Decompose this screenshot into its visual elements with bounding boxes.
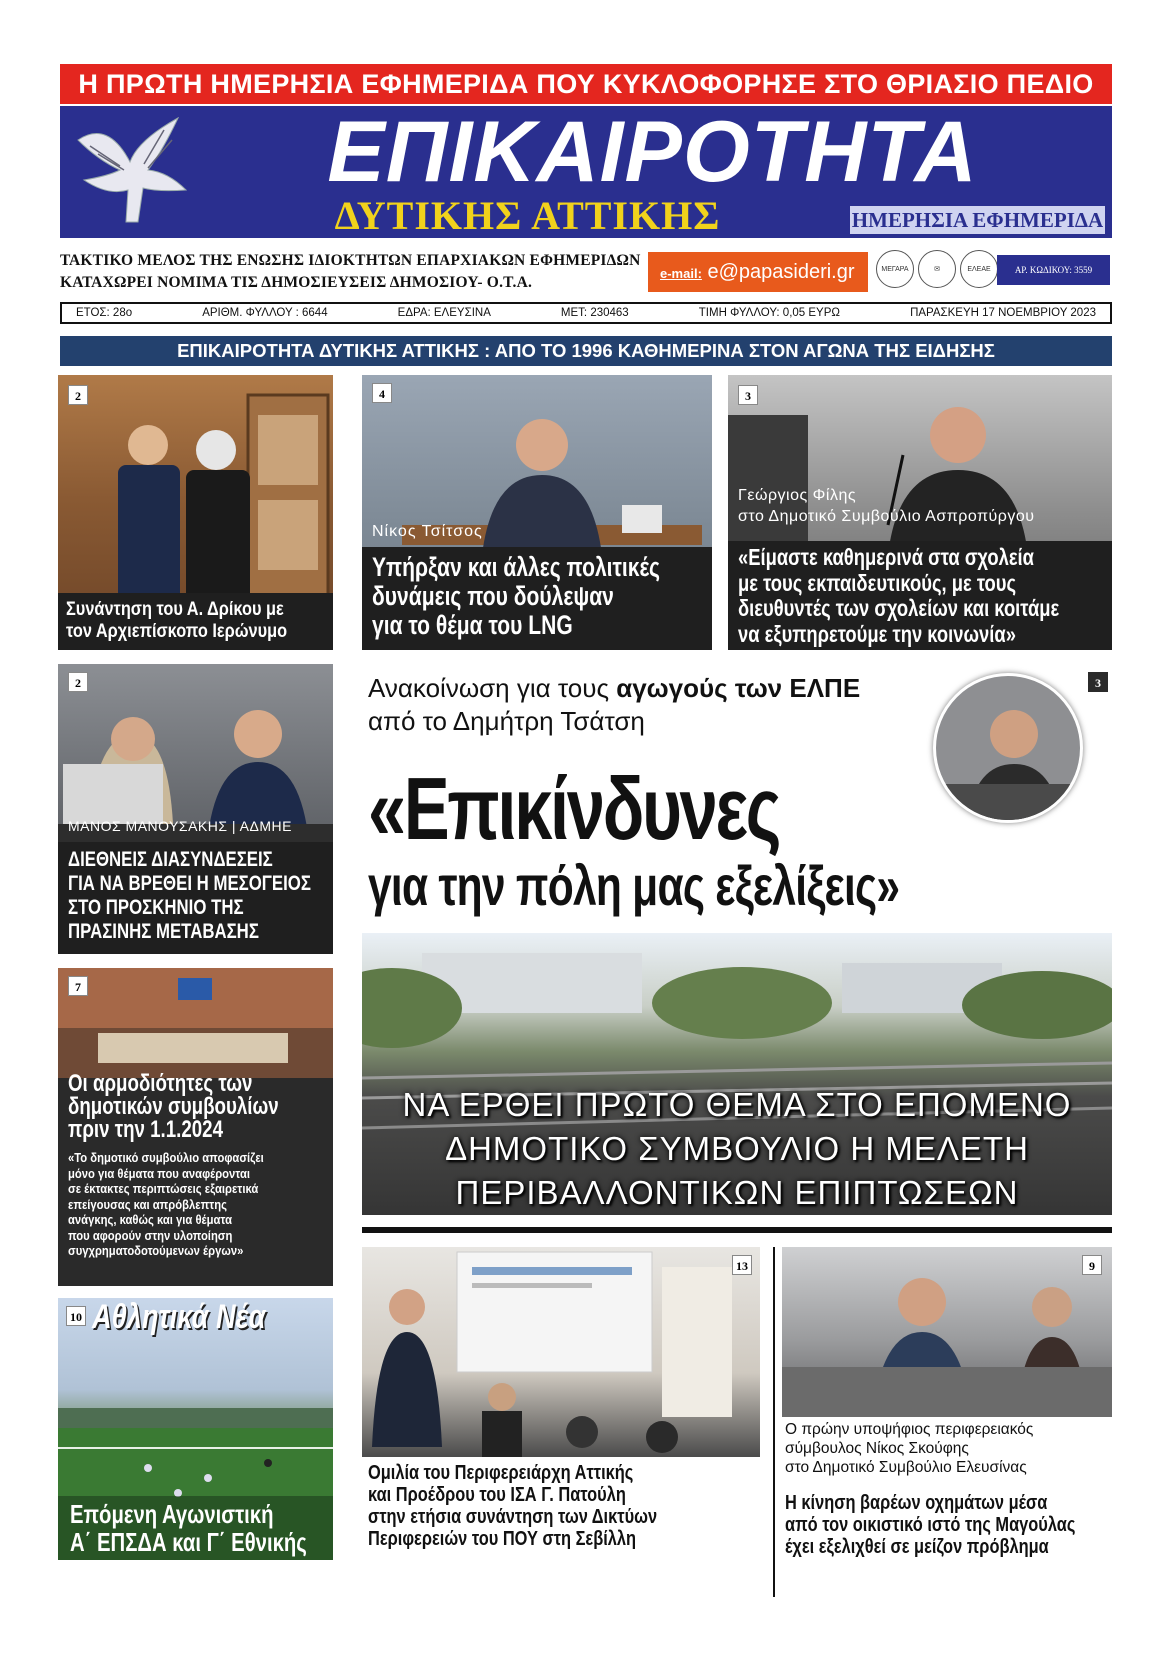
eagle-logo-icon [68,110,198,234]
membership-line: ΤΑΚΤΙΚΟ ΜΕΛΟΣ ΤΗΣ ΕΝΩΣΗΣ ΙΔΙΟΚΤΗΤΩΝ ΕΠΑΡΧΙΑΚΩΝ ΕΦΗΜΕΡΙΔΩΝ [60,252,641,269]
story-skoufis[interactable] [782,1247,1112,1417]
email-link[interactable]: e@papasideri.gr [707,261,855,283]
page-badge: 2 [68,385,88,405]
main-photo-overlay [362,1083,1112,1215]
story-caption [58,593,333,650]
caption-line: δημοτικών συμβουλίων [68,1093,279,1120]
quote-line: επείγουσας και απρόβλεπτης [68,1197,227,1212]
email-label: e-mail: [660,266,702,281]
photo-tsatsis [936,676,1083,823]
megara-stamp-icon: ΜΕΓΑΡΑ [876,250,914,288]
kicker-line: από το Δημήτρη Τσάτση [368,706,645,736]
story-drikos[interactable] [58,375,333,650]
story-sports[interactable] [58,1298,333,1560]
caption-line: ΠΡΑΣΙΝΗΣ ΜΕΤΑΒΑΣΗΣ [68,920,259,943]
overlay-line: ΠΕΡΙΒΑΛΛΟΝΤΙΚΩΝ ΕΠΙΠΤΩΣΕΩΝ [455,1174,1019,1211]
photo-skoufis [782,1247,1112,1417]
caption-line: πριν την 1.1.2024 [68,1116,224,1143]
met-code: ΜΕΤ: 230463 [560,307,629,319]
page-badge: 4 [372,383,392,403]
registration-line: ΚΑΤΑΧΩΡΕΙ ΝΟΜΙΜΑ ΤΙΣ ΔΗΜΟΣΙΕΥΣΕΙΣ ΔΗΜΟΣΙΟΥ- Ο.Τ.Α. [60,274,533,291]
caption-line: Επόμενη Αγωνιστική [70,1499,274,1529]
overlay-line: ΔΗΜΟΤΙΚΟ ΣΥΜΒΟΥΛΙΟ Η ΜΕΛΕΤΗ [445,1130,1029,1167]
caption-line: Περιφερειών του ΠΟΥ στη Σεβίλλη [368,1528,637,1550]
photo-patoulis-speech [362,1247,760,1457]
subtitle-line: στο Δημοτικό Συμβούλιο Ελευσίνας [785,1459,1027,1476]
membership-info [60,250,660,294]
masthead-brand [60,106,1112,238]
caption-line: διευθυντές των σχολείων και κοιτάμε [738,595,1060,621]
caption-line: να εξυπηρετούμε την κοινωνία» [738,620,1016,647]
subtitle-line: Ο πρώην υποψήφιος περιφερειακός [785,1421,1034,1438]
main-headline-line1: «Επικίνδυνες [368,759,780,858]
caption-line: έχει εξελιχθεί σε μείζον πρόβλημα [785,1536,1049,1558]
quote-line: «Το δημοτικό συμβούλιο αποφασίζει [68,1151,264,1165]
main-kicker [368,672,928,738]
membership-stamps [876,250,1000,290]
kicker-emphasis: αγωγούς των ΕΛΠΕ [616,673,861,703]
overlay-line: ΝΑ ΕΡΘΕΙ ΠΡΩΤΟ ΘΕΜΑ ΣΤΟ ΕΠΟΜΕΝΟ [402,1086,1072,1123]
story-caption [58,1496,333,1560]
story-councils[interactable] [58,968,333,1286]
page-badge: 7 [68,976,88,996]
slogan-banner: ΕΠΙΚΑΙΡΟΤΗΤΑ ΔΥΤΙΚΗΣ ΑΤΤΙΚΗΣ : ΑΠΟ ΤΟ 1996 ΚΑΘΗΜΕΡΙΝΑ ΣΤΟΝ ΑΓΩΝΑ ΤΗΣ ΕΙΔΗΣΗΣ [60,336,1112,366]
story-skoufis-subtitle [785,1420,1115,1477]
quote-line: σε έκτακτες περιπτώσεις εξαιρετικά [68,1182,259,1196]
photo-name: Νίκος Τσίτσος [372,523,483,540]
caption-line: ΔΙΕΘΝΕΙΣ ΔΙΑΣΥΝΔΕΣΕΙΣ [68,848,273,871]
newspaper-subtitle: ΔΥΤΙΚΗΣ ΑΤΤΙΚΗΣ [334,193,721,238]
registry-code: ΑΡ. ΚΩΔΙΚΟΥ: 3559 [997,255,1110,285]
photo-subname: στο Δημοτικό Συμβούλιο Ασπροπύργου [738,508,1035,525]
eleae-stamp-icon: ΕΛΕΑΕ [960,250,998,288]
story-patoulis-caption [368,1462,788,1550]
seat: ΕΔΡΑ: ΕΛΕΥΣΙΝΑ [397,307,491,319]
subtitle-line: σύμβουλος Νίκος Σκούφης [785,1440,969,1457]
photo-name: Γεώργιος Φίλης [738,487,857,504]
caption-line: Υπήρξαν και άλλες πολιτικές [372,552,660,582]
quote-line: συγχρηματοδοτούμενων έργων» [68,1244,244,1258]
page-badge: 2 [68,672,88,692]
caption-line: με τους εκπαιδευτικούς, με τους [738,569,1017,596]
story-caption [728,541,1112,650]
post-stamp-icon: ✉ [918,250,956,288]
email-box[interactable] [648,252,868,292]
story-caption [362,547,712,650]
story-skoufis-caption [785,1492,1145,1558]
issue-number: ΑΡΙΘΜ. ΦΥΛΛΟΥ : 6644 [202,307,328,319]
caption-line: από τον οικιστικό ιστό της Μαγούλας [785,1514,1076,1536]
page-badge: 3 [738,385,758,405]
caption-line: ΣΤΟ ΠΡΟΣΚΗΝΙΟ ΤΗΣ [68,896,244,919]
quote-line: μόνο για θέματα που αναφέρονται [68,1166,251,1181]
story-caption [58,1068,333,1286]
issue-meta-bar [60,302,1112,324]
page-badge: 13 [732,1255,752,1275]
main-portrait[interactable] [933,673,1083,823]
caption-line: τον Αρχιεπίσκοπο Ιερώνυμο [66,621,288,642]
caption-line: ΓΙΑ ΝΑ ΒΡΕΘΕΙ Η ΜΕΣΟΓΕΙΟΣ [68,872,311,895]
quote-line: ανάγκης, καθώς και για θέματα [68,1213,233,1227]
story-interconnections[interactable] [58,664,333,954]
sports-section-title: Αθλητικά Νέα [92,1298,266,1336]
caption-line: «Είμαστε καθημερινά στα σχολεία [738,544,1034,570]
main-photo[interactable] [362,933,1112,1215]
story-tsitsos[interactable] [362,375,712,650]
newspaper-title: ΕΠΙΚΑΙΡΟΤΗΤΑ [327,106,978,200]
photo-credit: ΜΑΝΟΣ ΜΑΝΟΥΣΑΚΗΣ | ΑΔΜΗΕ [68,818,292,834]
page-badge: 10 [66,1306,86,1326]
daily-label: ΗΜΕΡΗΣΙΑ ΕΦΗΜΕΡΙΔΑ [851,208,1104,232]
caption-line: Η κίνηση βαρέων οχημάτων μέσα [785,1492,1048,1514]
caption-line: και Προέδρου του ΙΣΑ Γ. Πατούλη [368,1484,626,1506]
caption-line: στην ετήσια συνάντηση των Δικτύων [368,1506,658,1528]
story-caption [58,842,333,954]
caption-line: Οι αρμοδιότητες των [68,1070,253,1097]
kicker-part: Ανακοίνωση για τους [368,673,617,703]
page-badge: 9 [1082,1255,1102,1275]
masthead-top-strip: Η ΠΡΩΤΗ ΗΜΕΡΗΣΙΑ ΕΦΗΜΕΡΙΔΑ ΠΟΥ ΚΥΚΛΟΦΟΡΗΣΕ ΣΤΟ ΘΡΙΑΣΙΟ ΠΕΔΙΟ [60,64,1112,104]
caption-line: δυνάμεις που δούλεψαν [372,581,614,611]
quote-line: που αφορούν στην υλοποίηση [68,1228,233,1243]
page-badge: 3 [1088,672,1108,692]
price: ΤΙΜΗ ΦΥΛΛΟΥ: 0,05 ΕΥΡΩ [698,307,840,319]
issue-date: ΠΑΡΑΣΚΕΥΗ 17 ΝΟΕΜΒΡΙΟΥ 2023 [910,307,1096,319]
photo-council-room [58,968,333,1078]
story-filis[interactable] [728,375,1112,650]
caption-line: για το θέμα του LNG [372,610,573,640]
section-divider [362,1227,1112,1233]
story-patoulis[interactable] [362,1247,760,1457]
year: ΕΤΟΣ: 28ο [76,307,133,319]
main-headline-line2: για την πόλη μας εξελίξεις» [368,854,900,917]
caption-line: Α΄ ΕΠΣΔΑ και Γ΄ Εθνικής [70,1527,307,1557]
caption-line: Συνάντηση του Α. Δρίκου με [66,599,284,620]
caption-line: Ομιλία του Περιφερειάρχη Αττικής [368,1462,634,1484]
